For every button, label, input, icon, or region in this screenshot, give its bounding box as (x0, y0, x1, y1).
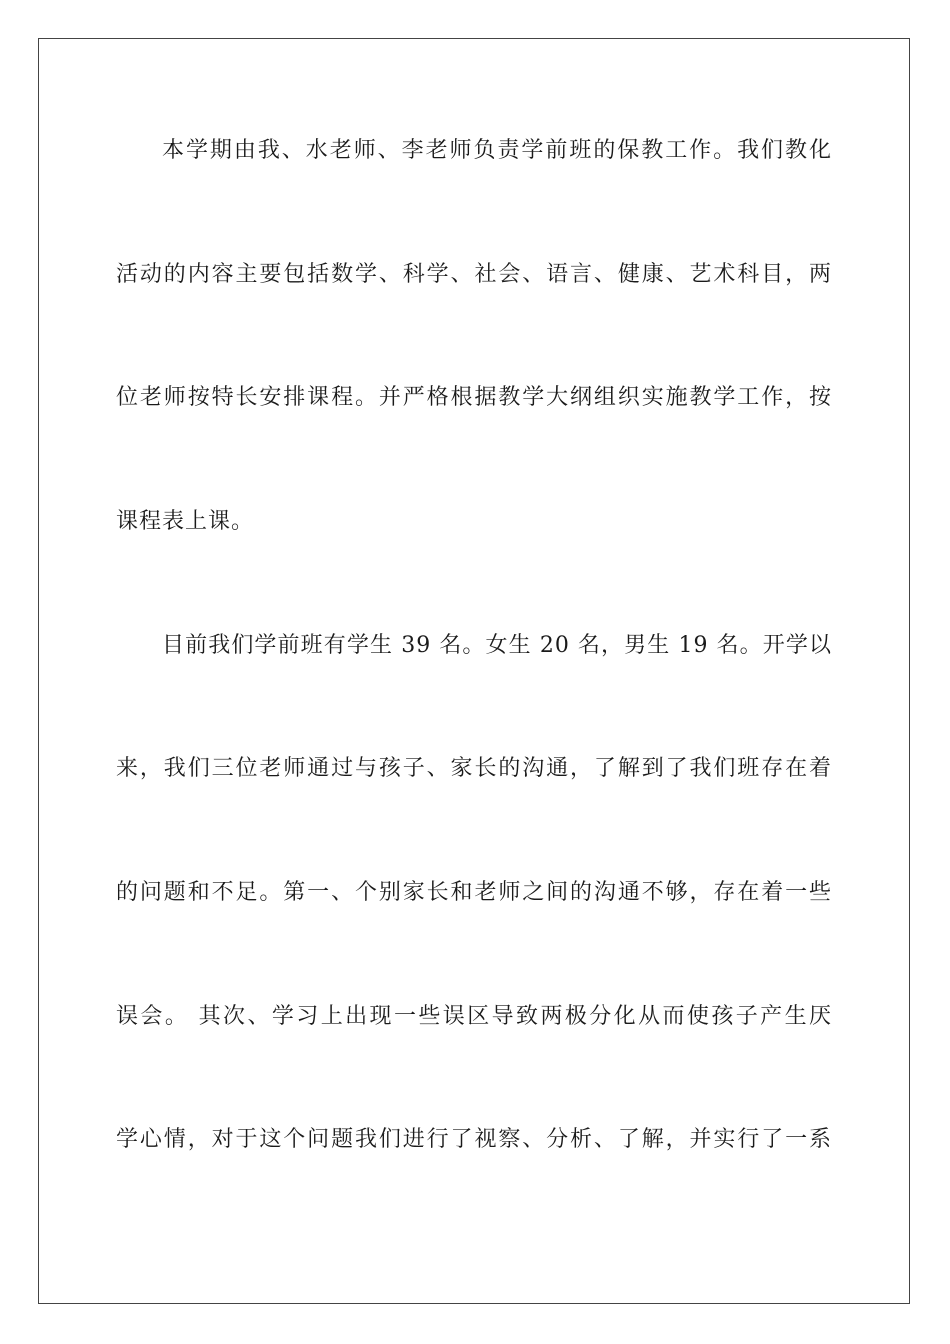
text-line: 本学期由我、水老师、李老师负责学前班的保教工作。我们教化 (162, 138, 832, 163)
text-line: 误会。 其次、学习上出现一些误区导致两极分化从而使孩子产生厌 (116, 1004, 832, 1029)
text-line: 活动的内容主要包括数学、科学、社会、语言、健康、艺术科目，两 (116, 262, 832, 287)
text-line: 来，我们三位老师通过与孩子、家长的沟通，了解到了我们班存在着 (116, 756, 832, 781)
text-line: 学心情，对于这个问题我们进行了视察、分析、了解，并实行了一系 (116, 1127, 832, 1152)
text-line: 目前我们学前班有学生 39 名。女生 20 名，男生 19 名。开学以 (162, 633, 832, 658)
text-line: 位老师按特长安排课程。并严格根据教学大纲组织实施教学工作，按 (116, 385, 832, 410)
text-line: 的问题和不足。第一、个别家长和老师之间的沟通不够，存在着一些 (116, 880, 832, 905)
text-line: 课程表上课。 (116, 509, 255, 534)
page-frame (38, 38, 910, 1304)
